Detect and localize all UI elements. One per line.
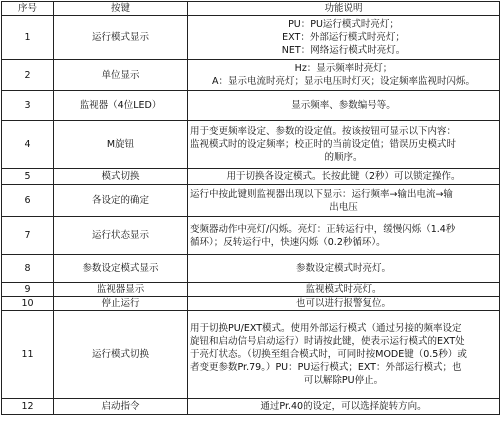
row-no: 12 <box>2 399 54 415</box>
desc-line: 参数设定模式时亮灯。 <box>295 263 391 274</box>
table-row <box>2 217 500 255</box>
row-no: 11 <box>2 311 54 399</box>
table-row <box>2 121 500 169</box>
desc-line: 可以解除PU停止。 <box>303 375 384 386</box>
desc-line: NET：网络运行模式时亮灯。 <box>281 45 406 56</box>
row-desc <box>188 283 500 297</box>
desc-line: 监视模式时的设定频率；校正时的当前设定值；错误历史模式时 <box>190 139 457 150</box>
row-no: 3 <box>2 91 54 121</box>
row-no: 1 <box>2 16 54 60</box>
desc-line: 者变更参数Pr.79。）PU：PU运行模式；EXT：外部运行模式；也 <box>190 362 462 373</box>
row-no: 10 <box>2 297 54 311</box>
row-desc <box>188 217 500 255</box>
desc-line: 循环）；反转运行中，快速闪烁（0.2秒循环）。 <box>190 236 386 248</box>
header-no: 序号 <box>2 2 54 16</box>
row-desc <box>188 91 500 121</box>
table-row <box>2 169 500 185</box>
table-row <box>2 283 500 297</box>
row-key: 停止运行 <box>54 297 188 311</box>
desc-line: 变频器动作中亮灯/闪烁。亮灯：正转运行中，缓慢闪烁（1.4秒 <box>190 223 456 235</box>
row-no: 2 <box>2 60 54 91</box>
row-desc <box>188 311 500 399</box>
row-no: 5 <box>2 169 54 185</box>
row-desc <box>188 185 500 217</box>
table-row <box>2 255 500 283</box>
table-row <box>2 185 500 217</box>
desc-line: 用于变更频率设定、参数的设定值。按该按钮可显示以下内容： <box>190 126 457 137</box>
desc-line: 用于切换各设定模式。长按此键（2秒）可以锁定操作。 <box>226 171 461 182</box>
row-no: 7 <box>2 217 54 255</box>
table-row <box>2 91 500 121</box>
table-row <box>2 16 500 60</box>
row-key: 启动指令 <box>54 399 188 415</box>
desc-line: Hz：显示频率时亮灯； <box>294 63 393 74</box>
row-key: M旋钮 <box>54 121 188 169</box>
row-desc <box>188 297 500 311</box>
desc-line: PU：PU运行模式时亮灯； <box>288 19 399 30</box>
row-key: 运行状态显示 <box>54 217 188 255</box>
table-row <box>2 60 500 91</box>
desc-line: 的顺序。 <box>324 152 363 163</box>
row-key: 模式切换 <box>54 169 188 185</box>
desc-line: 监视模式时亮灯。 <box>305 284 382 295</box>
header-desc: 功能说明 <box>188 2 500 16</box>
table-row <box>2 297 500 311</box>
row-no: 6 <box>2 185 54 217</box>
row-desc <box>188 60 500 91</box>
row-no: 9 <box>2 283 54 297</box>
desc-line: 用于切换PU/EXT模式。使用外部运行模式（通过另接的频率设定 <box>190 323 462 334</box>
desc-line: A：显示电流时亮灯；显示电压时灯灭；设定频率监视时闪烁。 <box>212 76 475 87</box>
function-table <box>1 1 500 415</box>
row-key: 参数设定模式显示 <box>54 255 188 283</box>
desc-line: 运行中按此键则监视器出现以下显示：运行频率→输出电流→输 <box>190 188 453 200</box>
desc-line: 也可以进行报警复位。 <box>295 298 391 309</box>
desc-line: 出电压 <box>329 201 358 213</box>
table-row <box>2 399 500 415</box>
desc-line: 于亮灯状态。（切换至组合模式时，可同时按MODE键（0.5秒）或 <box>190 349 467 360</box>
desc-line: 旋钮和启动信号启动运行）时请按此键，使表示运行模式的EXT处 <box>190 336 465 347</box>
table-header-row <box>2 2 500 16</box>
desc-line: EXT：外部运行模式时亮灯； <box>282 32 405 43</box>
row-desc <box>188 16 500 60</box>
row-desc <box>188 255 500 283</box>
row-no: 8 <box>2 255 54 283</box>
header-key: 按键 <box>54 2 188 16</box>
row-desc <box>188 399 500 415</box>
row-desc <box>188 169 500 185</box>
row-key: 运行模式切换 <box>54 311 188 399</box>
desc-line: 通过Pr.40的设定，可以选择旋转方向。 <box>260 401 427 412</box>
row-key: 监视器显示 <box>54 283 188 297</box>
row-key: 各设定的确定 <box>54 185 188 217</box>
row-key: 单位显示 <box>54 60 188 91</box>
row-key: 运行模式显示 <box>54 16 188 60</box>
row-no: 4 <box>2 121 54 169</box>
row-key: 监视器（4位LED） <box>54 91 188 121</box>
table-row <box>2 311 500 399</box>
row-desc <box>188 121 500 169</box>
desc-line: 显示频率、参数编号等。 <box>291 100 396 111</box>
